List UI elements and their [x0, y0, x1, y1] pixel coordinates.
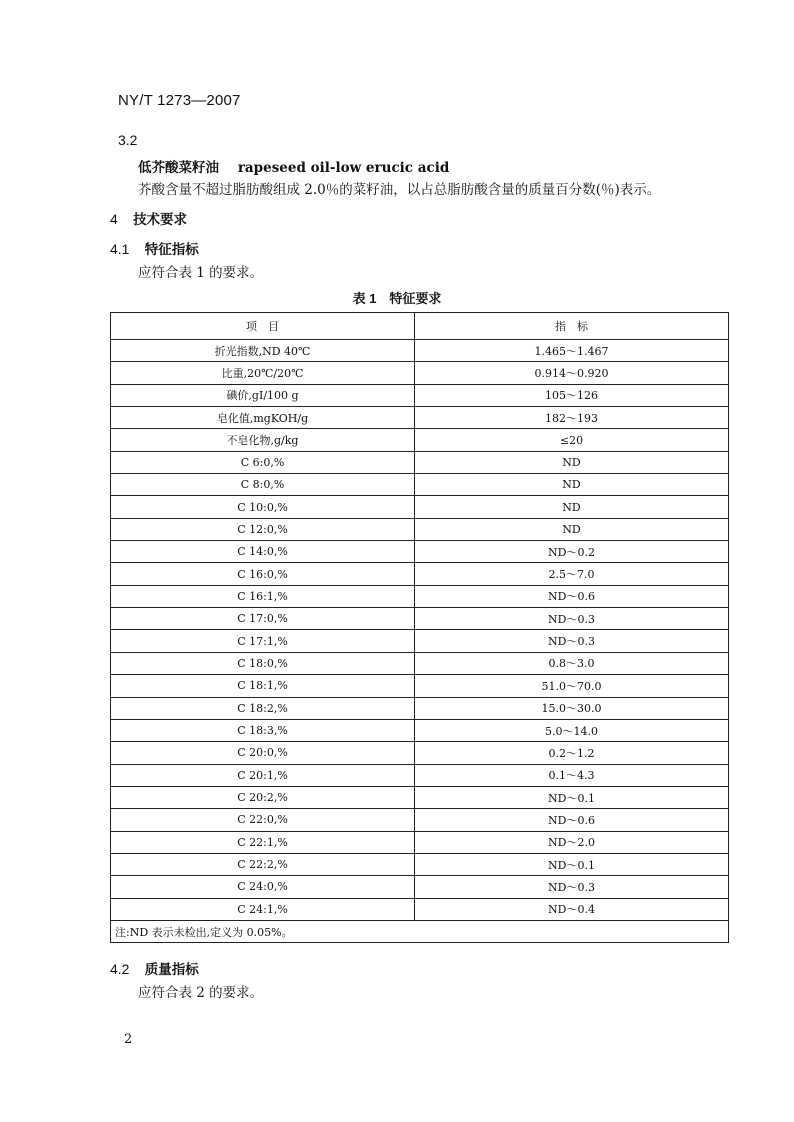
row-value: ND～0.1	[415, 853, 729, 875]
row-value: ND	[415, 496, 729, 518]
section-4-title: 技术要求	[133, 212, 188, 227]
row-value: ND～0.1	[415, 786, 729, 808]
table-row	[111, 719, 729, 741]
row-value: 182～193	[415, 407, 729, 429]
row-value: 15.0～30.0	[415, 697, 729, 719]
row-value: 2.5～7.0	[415, 563, 729, 585]
row-item: C 17:1,%	[111, 630, 415, 652]
page-number: 2	[124, 1032, 133, 1047]
row-value: ND	[415, 451, 729, 473]
row-item: C 8:0,%	[111, 474, 415, 496]
table-row	[111, 608, 729, 630]
table-header-row	[111, 313, 729, 340]
table-row	[111, 407, 729, 429]
table-row	[111, 474, 729, 496]
row-value: ND～0.3	[415, 630, 729, 652]
term-en: rapeseed oil-low erucic acid	[237, 160, 450, 176]
row-item: C 20:0,%	[111, 742, 415, 764]
table-row	[111, 652, 729, 674]
row-item: C 10:0,%	[111, 496, 415, 518]
row-item: C 24:1,%	[111, 898, 415, 920]
row-value: ND～0.2	[415, 541, 729, 563]
header-item: 项 目	[111, 313, 415, 340]
row-item: 皂化值,mgKOH/g	[111, 407, 415, 429]
row-value: 51.0～70.0	[415, 675, 729, 697]
row-item: C 24:0,%	[111, 876, 415, 898]
row-item: C 20:1,%	[111, 764, 415, 786]
table-row	[111, 764, 729, 786]
table-row	[111, 630, 729, 652]
document-code: NY/T 1273—2007	[118, 92, 241, 109]
row-value: 0.914～0.920	[415, 362, 729, 384]
row-item: 折光指数,ND 40℃	[111, 340, 415, 362]
row-value: 0.1～4.3	[415, 764, 729, 786]
table-row	[111, 541, 729, 563]
table-row	[111, 340, 729, 362]
table-row	[111, 518, 729, 540]
section-4-2-title: 质量指标	[144, 962, 199, 977]
row-value: 1.465～1.467	[415, 340, 729, 362]
section-4-2-body: 应符合表 2 的要求。	[138, 985, 264, 1001]
table-row	[111, 675, 729, 697]
row-item: C 16:0,%	[111, 563, 415, 585]
term-definition: 芥酸含量不超过脂肪酸组成 2.0％的菜籽油，以占总脂肪酸含量的质量百分数(％)表示。	[138, 182, 661, 198]
section-4-1-title: 特征指标	[144, 242, 199, 257]
row-item: C 22:1,%	[111, 831, 415, 853]
section-4-1-number: 4.1	[110, 241, 130, 257]
section-4-number: 4	[110, 211, 118, 227]
row-value: ND～0.3	[415, 608, 729, 630]
row-item: C 22:2,%	[111, 853, 415, 875]
row-item: C 18:0,%	[111, 652, 415, 674]
section-3-2-number: 3.2	[118, 132, 138, 148]
table-row	[111, 563, 729, 585]
row-value: ND～0.3	[415, 876, 729, 898]
section-4-2-heading	[110, 958, 199, 978]
term-line	[138, 156, 449, 176]
table-row	[111, 384, 729, 406]
table-note: 注:ND 表示未检出,定义为 0.05%。	[111, 920, 729, 942]
row-item: C 16:1,%	[111, 585, 415, 607]
section-4-1-body: 应符合表 1 的要求。	[138, 265, 264, 281]
table-1-caption: 表 1 特征要求	[352, 291, 442, 306]
row-value: 5.0～14.0	[415, 719, 729, 741]
table-row	[111, 451, 729, 473]
row-item: C 14:0,%	[111, 541, 415, 563]
row-value: ND	[415, 474, 729, 496]
row-item: C 18:3,%	[111, 719, 415, 741]
table-row	[111, 362, 729, 384]
row-value: ≤20	[415, 429, 729, 451]
row-item: C 18:2,%	[111, 697, 415, 719]
table-row	[111, 585, 729, 607]
row-value: ND～2.0	[415, 831, 729, 853]
row-item: C 18:1,%	[111, 675, 415, 697]
row-item: C 6:0,%	[111, 451, 415, 473]
row-value: 0.2～1.2	[415, 742, 729, 764]
row-value: ND	[415, 518, 729, 540]
table-row	[111, 742, 729, 764]
row-value: 105～126	[415, 384, 729, 406]
row-value: ND～0.6	[415, 585, 729, 607]
row-item: C 12:0,%	[111, 518, 415, 540]
row-item: 不皂化物,g/kg	[111, 429, 415, 451]
header-index: 指 标	[415, 313, 729, 340]
row-item: C 22:0,%	[111, 809, 415, 831]
section-4-1-heading	[110, 238, 199, 258]
table-row	[111, 809, 729, 831]
row-value: ND～0.4	[415, 898, 729, 920]
table-1	[110, 312, 729, 943]
term-cn: 低芥酸菜籽油	[138, 160, 219, 175]
section-4-2-number: 4.2	[110, 961, 130, 977]
row-value: 0.8～3.0	[415, 652, 729, 674]
row-item: C 17:0,%	[111, 608, 415, 630]
table-row	[111, 898, 729, 920]
table-row	[111, 831, 729, 853]
table-row	[111, 429, 729, 451]
row-item: 比重,20℃/20℃	[111, 362, 415, 384]
table-row	[111, 496, 729, 518]
table-row	[111, 786, 729, 808]
table-row	[111, 876, 729, 898]
table-row	[111, 697, 729, 719]
table-row	[111, 853, 729, 875]
row-item: C 20:2,%	[111, 786, 415, 808]
section-4-heading	[110, 208, 187, 228]
row-value: ND～0.6	[415, 809, 729, 831]
row-item: 碘价,gI/100 g	[111, 384, 415, 406]
table-body	[111, 340, 729, 921]
table-note-row	[111, 920, 729, 942]
